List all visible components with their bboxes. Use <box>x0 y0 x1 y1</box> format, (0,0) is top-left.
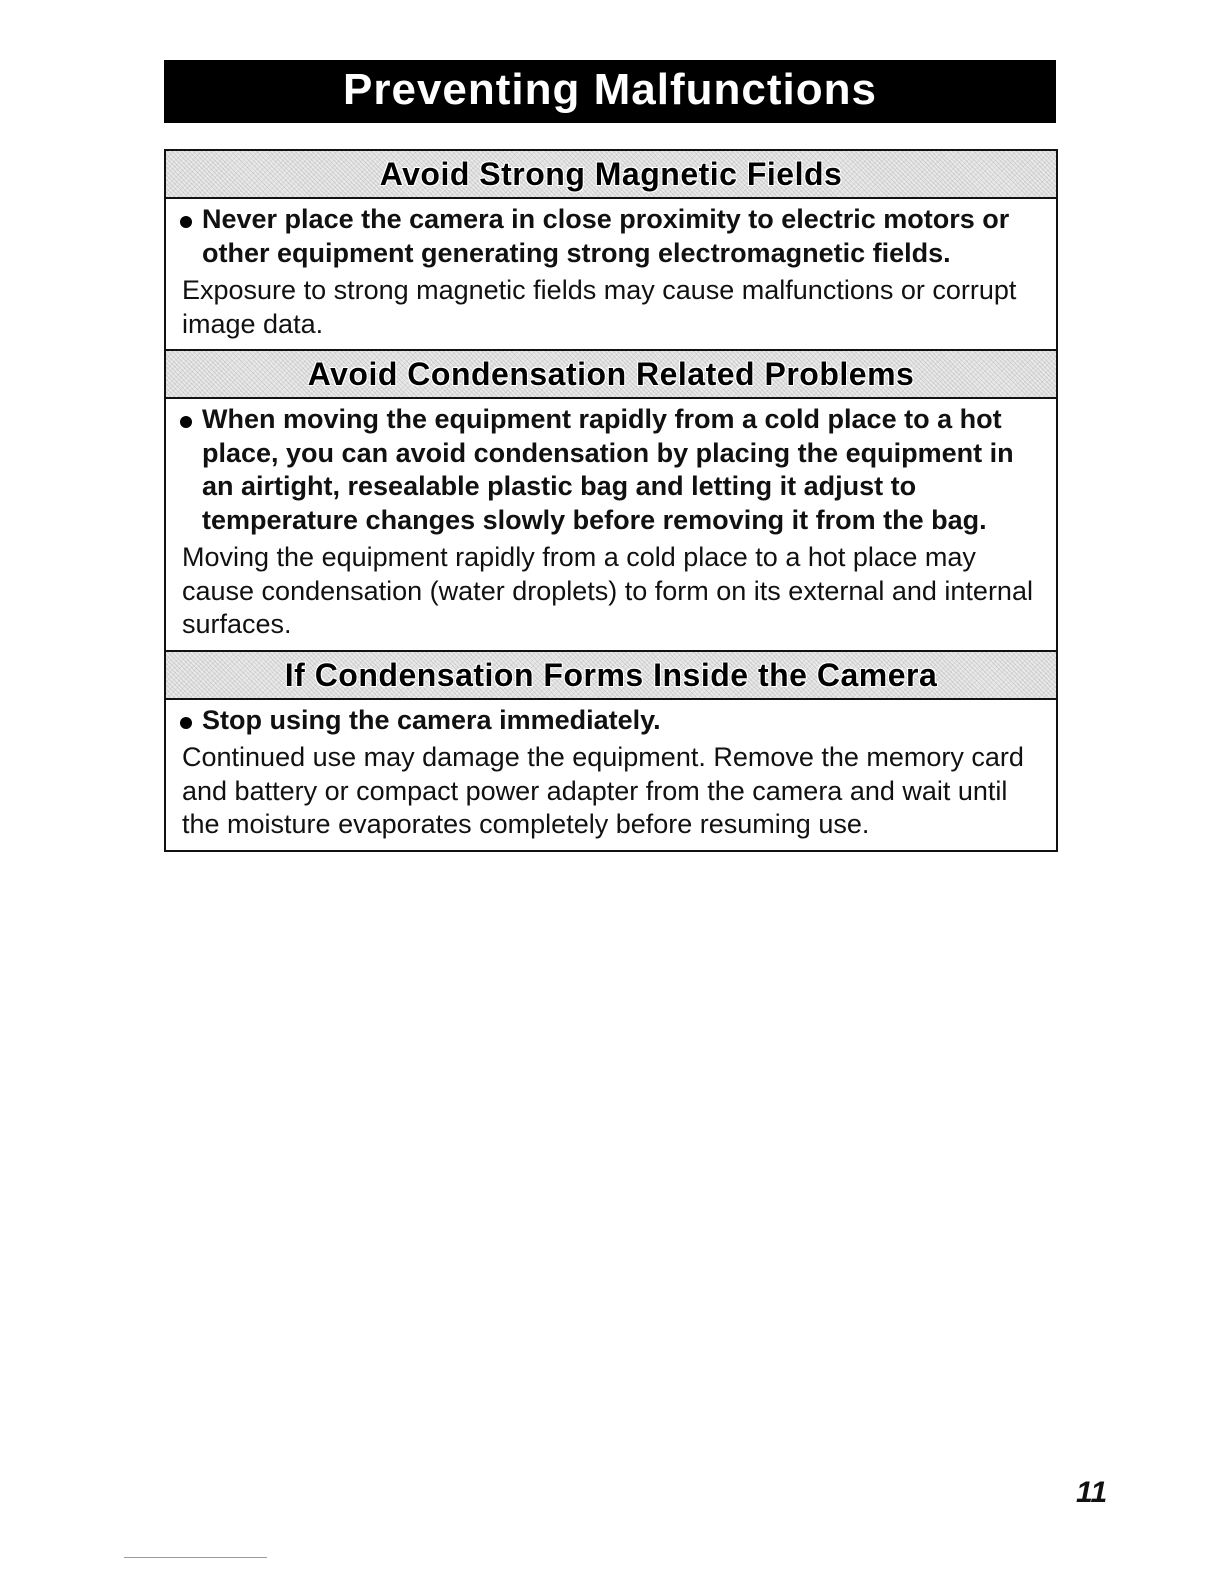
bullet-item <box>180 704 1044 738</box>
bullet-icon <box>180 216 192 228</box>
section-condensation-inside <box>166 700 1056 850</box>
precautions-box <box>164 149 1058 852</box>
page-number: 11 <box>1076 1476 1108 1509</box>
section-heading-condensation-inside: If Condensation Forms Inside the Camera <box>166 650 1056 700</box>
bullet-item <box>180 203 1044 270</box>
section-condensation <box>166 399 1056 650</box>
section-heading-magnetic-fields: Avoid Strong Magnetic Fields <box>166 151 1056 199</box>
body-text: Continued use may damage the equipment. Remove the memory card and battery or compact power adapter from the camera and wait until the moisture evaporates completely before resuming use. <box>182 742 1024 839</box>
page-title: Preventing Malfunctions <box>164 60 1056 123</box>
bullet-text: Stop using the camera immediately. <box>202 704 661 735</box>
section-heading-condensation: Avoid Condensation Related Problems <box>166 349 1056 399</box>
footer-rule <box>124 1557 267 1558</box>
body-text: Moving the equipment rapidly from a cold place to a hot place may cause condensation (water droplets) to form on its external and internal surfaces. <box>182 542 1033 639</box>
bullet-item <box>180 403 1044 537</box>
section-magnetic-fields <box>166 199 1056 349</box>
bullet-text: Never place the camera in close proximity to electric motors or other equipment generating strong electromagnetic fields. <box>202 204 1010 268</box>
body-text: Exposure to strong magnetic fields may cause malfunctions or corrupt image data. <box>182 275 1017 339</box>
bullet-text: When moving the equipment rapidly from a cold place to a hot place, you can avoid condensation by placing the equipment in an airtight, resealable plastic bag and letting it adjust to temperature changes slowly before removing it from the bag. <box>202 404 1014 535</box>
bullet-icon <box>180 416 192 428</box>
bullet-icon <box>180 717 192 729</box>
